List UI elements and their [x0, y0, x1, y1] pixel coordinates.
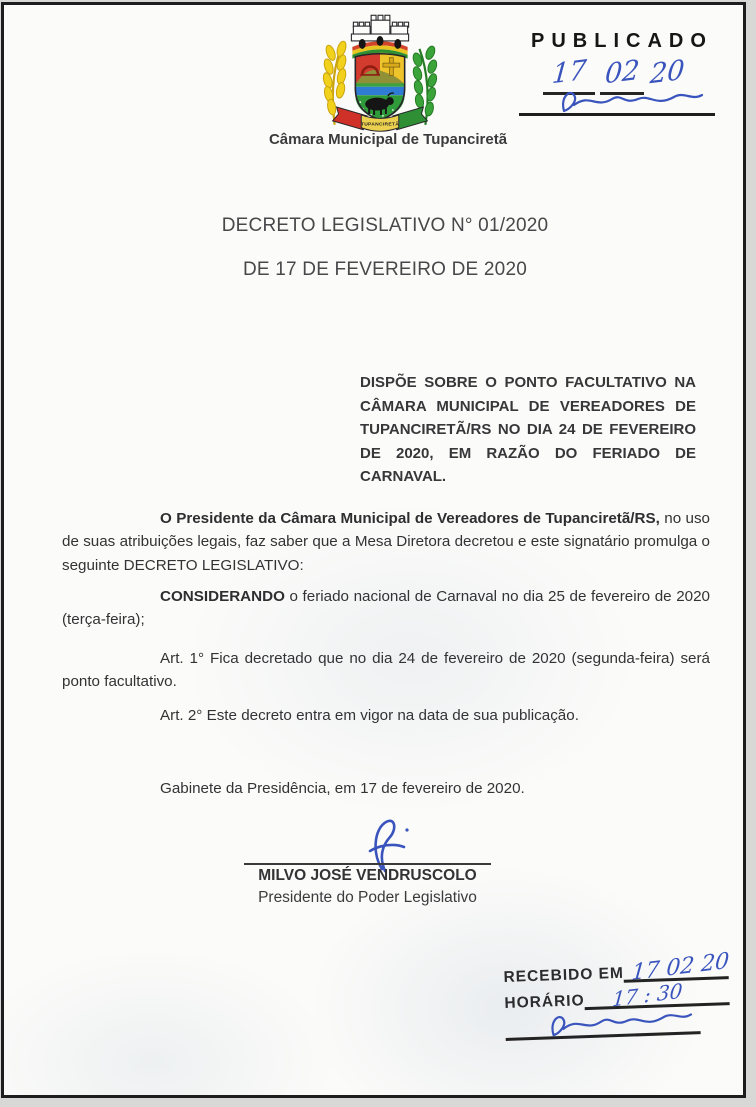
published-date-month: 02	[603, 54, 641, 91]
received-signature-scribble	[545, 1003, 696, 1042]
signature-line	[244, 863, 491, 865]
decree-summary: DISPÕE SOBRE O PONTO FACULTATIVO NA CÂMARA MUNICIPAL DE VEREADORES DE TUPANCIRETÃ/RS NO DIA 24 DE FEVEREIRO DE 2020, EM RAZÃO DO FERIADO DE CARNAVAL.	[360, 374, 696, 485]
considering-paragraph	[62, 585, 710, 632]
received-label: RECEBIDO EM	[503, 964, 625, 986]
crest-banner-text: TUPANCIRETÃ	[360, 122, 400, 128]
org-name: Câmara Municipal de Tupanciretã	[268, 131, 508, 148]
published-date-day: 17	[550, 54, 588, 91]
received-stamp	[503, 948, 731, 1041]
published-signature-scribble	[556, 85, 706, 117]
article-1: Art. 1° Fica decretado que no dia 24 de fevereiro de 2020 (segunda-feira) será ponto facultativo.	[62, 650, 710, 691]
preamble-rest: no uso de suas atribuições legais, faz saber que a Mesa Diretora decretou e este signatário promulga o seguinte DECRETO LEGISLATIVO:	[62, 510, 711, 574]
time-label: HORÁRIO	[504, 992, 585, 1012]
signatory-role: Presidente do Poder Legislativo	[258, 889, 477, 906]
published-stamp-label: PUBLICADO	[531, 30, 713, 52]
closing-line: Gabinete da Presidência, em 17 de fevereiro de 2020.	[160, 780, 525, 797]
published-date-year: 20	[648, 54, 686, 91]
preamble-paragraph	[62, 507, 710, 577]
decree-title-line1: DECRETO LEGISLATIVO N° 01/2020	[221, 215, 549, 236]
considering-rest: o feriado nacional de Carnaval no dia 25 de fevereiro de 2020 (terça-feira);	[62, 588, 710, 629]
received-signature-line	[505, 1003, 701, 1041]
preamble-lead: O Presidente da Câmara Municipal de Vereadores de Tupanciretã/RS,	[160, 510, 660, 527]
decree-title-line2: DE 17 DE FEVEREIRO DE 2020	[243, 259, 527, 280]
shield-icon	[355, 53, 404, 120]
article-2: Art. 2° Este decreto entra em vigor na data de sua publicação.	[160, 707, 579, 724]
received-time-value: 17 : 30	[611, 978, 684, 1012]
received-date-value: 17 02 20	[630, 948, 731, 987]
signatory-name: MILVO JOSÉ VENDRUSCOLO	[258, 867, 477, 884]
municipal-coat-of-arms	[306, 13, 454, 132]
considering-lead: CONSIDERANDO	[160, 588, 285, 605]
